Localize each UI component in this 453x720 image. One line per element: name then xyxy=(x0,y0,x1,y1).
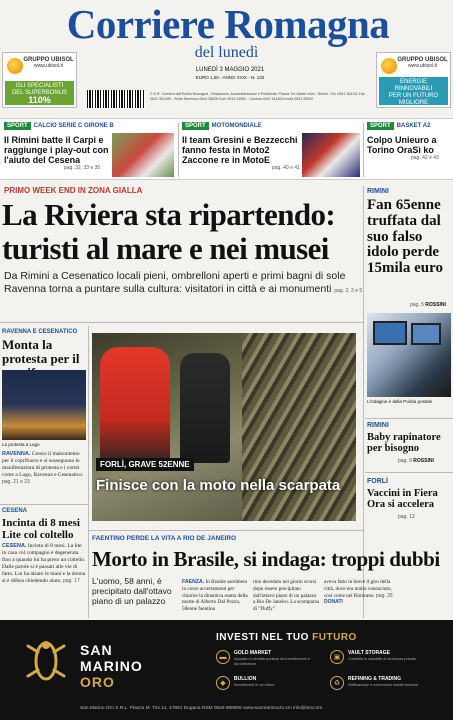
page-ref: pag. 26 xyxy=(376,592,393,599)
refining-icon: ♻ xyxy=(330,676,344,690)
sport-page: pag. 32, 33 e 35 xyxy=(64,165,101,171)
promo-web: www.ubisol.it xyxy=(408,63,437,69)
left-headline[interactable]: Incinta di 8 mesi Lite col coltello xyxy=(2,517,80,541)
promo-box-left[interactable] xyxy=(2,52,77,108)
masthead-title: Corriere Romagna xyxy=(66,1,390,47)
promo-web: www.ubisol.it xyxy=(34,63,63,69)
promo-line2: RINNOVABILI xyxy=(394,86,433,92)
service-desc: Custodia in cassette di sicurezza private xyxy=(348,657,416,661)
promo-line2: DEL SUPERBONUS xyxy=(11,90,68,96)
sport-kicker: CALCIO SERIE C GIRONE B xyxy=(33,123,114,129)
issue-price: EURO 1,50 - ANNO XXIX - N. 120 xyxy=(195,75,265,80)
right-kicker: FORLÌ xyxy=(367,478,388,485)
service-title: BULLION xyxy=(234,676,257,682)
page-ref: pag. 9 xyxy=(398,458,412,464)
left-kicker: CESENA xyxy=(2,508,28,514)
sport-teaser[interactable] xyxy=(182,123,360,179)
sports-strip xyxy=(0,118,453,180)
sport-page: pag. 42 e 43 xyxy=(411,155,439,161)
row-divider xyxy=(0,504,88,505)
brand-line: MARINO xyxy=(80,658,143,674)
main-deck-line: Ravenna torna a puntare sulla cultura: visitatori in città e ai monumenti xyxy=(4,283,332,295)
computer-photo xyxy=(367,313,451,397)
dateline: RAVENNA. xyxy=(2,451,31,457)
brasil-body-col: rino deceduto nei giorni scorsi dopo essere precipitato dall'ottavo piano di un palazzo a Rio De Janeiro. La scomparsa di "Duffy" xyxy=(253,579,319,613)
body-text: aveva fatto in breve il giro della città, dove era molto conosciuto, così come nel Riminese. xyxy=(324,579,392,599)
promo-logo: GRUPPO UBISOL xyxy=(23,57,74,63)
main-kicker: PRIMO WEEK END IN ZONA GIALLA xyxy=(4,186,143,195)
sport-kicker: MOTOMONDIALE xyxy=(211,123,262,129)
promo-banner xyxy=(5,81,74,105)
right-page xyxy=(398,458,434,464)
main-page: pag. 2, 3 e 5 xyxy=(334,288,363,294)
ad-tagline xyxy=(216,632,357,643)
photo-caption: L'indagine è della Polizia postale xyxy=(367,399,433,404)
page-ref: pag. 5 xyxy=(410,302,424,308)
issue-date: LUNEDÌ 3 MAGGIO 2021 xyxy=(195,67,265,73)
gecko-logo-icon xyxy=(18,636,74,686)
monitor-shape xyxy=(373,321,407,345)
masthead-subtitle: del lunedì xyxy=(194,44,259,61)
monitor-shape xyxy=(411,323,441,345)
promo-box-right[interactable] xyxy=(376,52,451,108)
sport-teaser[interactable] xyxy=(367,123,451,179)
brasil-kicker: FAENTINO PERDE LA VITA A RIO DE JANEIRO xyxy=(92,535,237,542)
left-headline[interactable]: Monta la protesta per il xyxy=(2,337,80,366)
barcode xyxy=(87,90,145,108)
right-headline[interactable]: Baby rapinatore per bisogno xyxy=(367,432,441,455)
service-desc: Acquisto e vendita preziosi da investimento e da collezione xyxy=(234,657,310,666)
main-headline-line: La Riviera sta ripartendo: xyxy=(2,197,336,232)
promo-line1: ENERGIE xyxy=(399,79,427,85)
sport-teaser[interactable] xyxy=(4,123,174,179)
page-ref: pag. 17 xyxy=(63,578,80,584)
column-divider xyxy=(88,326,89,618)
promo-big: 110% xyxy=(28,95,51,105)
bullion-icon: ◆ xyxy=(216,676,230,690)
row-divider xyxy=(365,418,453,419)
right-kicker: RIMINI xyxy=(367,422,389,429)
publisher-info: C.E.R. Corriere dell'Emilia Romagna - Redazione, Amministrazione e Pubblicità: Piazza Tre Martiri 43/a - Rimini - Tel. 0541 354111 Fax 0541 351499 - Sede Ravenna 0544 35926 Forlì 0543 34550 - Cesena 0547 611400 Imola 0542 28292 xyxy=(150,92,365,101)
promo-line3: PER UN FUTURO MIGLIORE xyxy=(388,93,439,106)
promo-banner xyxy=(379,77,448,105)
photo-kicker: FORLÌ, GRAVE 52ENNE xyxy=(96,458,194,471)
promo-line1: GLI SPECIALISTI xyxy=(15,83,64,89)
sport-headline: Il team Gresini e Bezzecchi fanno festa in Moto2 Zaccone re in MotoE xyxy=(182,135,298,165)
right-headline[interactable]: Vaccini in Fiera Ora si accelera xyxy=(367,488,438,511)
dateline: CESENA. xyxy=(2,543,27,549)
row-divider xyxy=(88,530,363,531)
sport-label: SPORT xyxy=(367,122,394,130)
sun-logo-icon xyxy=(7,58,23,74)
main-deck-line: Da Rimini a Cesenatico locali pieni, ombrelloni aperti e primi bagni di sole xyxy=(4,270,346,282)
left-body xyxy=(2,543,86,585)
promo-logo: GRUPPO UBISOL xyxy=(397,57,448,63)
sun-logo-icon xyxy=(381,58,397,74)
divider xyxy=(363,123,364,177)
service-title: REFINING & TRADING xyxy=(348,676,402,682)
tagline-a: INVESTI NEL TUO xyxy=(216,632,313,643)
left-body xyxy=(2,451,86,486)
author: ROSSINI xyxy=(425,302,446,308)
row-divider xyxy=(365,472,453,473)
rescuer-shape xyxy=(100,347,170,467)
main-headline-line: turisti al mare e nei musei xyxy=(2,231,329,266)
brasil-body-col xyxy=(182,579,249,613)
sport-photo xyxy=(112,133,174,177)
sport-label: SPORT xyxy=(4,122,31,130)
tagline-b: FUTURO xyxy=(312,632,357,643)
body-text: Incinta di 8 mesi. La lite in casa col compagno è degenerata fino a quando lui ha preso un coltello. Dalle parole si è passati alle vie di fatto. Lui ha alzato le mani e la donna si è difesa chiedendo aiuto. xyxy=(2,543,86,584)
sport-kicker: BASKET A2 xyxy=(396,123,431,129)
gold-bar-icon: ▬ xyxy=(216,650,230,664)
main-deck xyxy=(4,270,364,298)
brand-line: ORO xyxy=(80,674,115,690)
rescuer-shape xyxy=(180,353,230,463)
brand-line: SAN xyxy=(80,642,113,658)
left-kicker: RAVENNA E CESENATICO xyxy=(2,329,78,335)
photo-caption: La protesta a Lugo xyxy=(2,442,40,447)
sanmarino-oro-ad[interactable] xyxy=(0,620,453,720)
sport-page: pag. 40 e 41 xyxy=(272,165,300,171)
right-page: pag. 13 xyxy=(398,514,415,520)
author: DONATI xyxy=(324,599,343,606)
body-text: In Brasile sarebbero in corso accertamenti per chiarire la dinamica esatta della morte di Alberto Dal Pozzo, 58enne faentino xyxy=(182,579,248,613)
right-kicker: RIMINI xyxy=(367,188,389,195)
main-headline[interactable] xyxy=(2,198,362,266)
sport-photo xyxy=(302,133,360,177)
vault-icon: ▣ xyxy=(330,650,344,664)
brasil-lead: L'uomo, 58 anni, è precipitato dall'ottavo piano di un palazzo xyxy=(92,576,172,606)
ad-brand xyxy=(80,642,143,690)
divider xyxy=(178,123,179,177)
sport-headline: Colpo Unieuro a Torino OraSì ko xyxy=(367,135,437,155)
protest-photo xyxy=(2,370,86,440)
brasil-body-col xyxy=(324,579,394,606)
author: ROSSINI xyxy=(413,458,434,464)
right-headline[interactable]: Fan 65enne truffata dal suo falso idolo perde 15mila euro xyxy=(367,197,443,276)
right-page xyxy=(410,302,446,308)
service-title: GOLD MARKET xyxy=(234,650,272,656)
photo-headline[interactable]: Finisce con la moto nella scarpata xyxy=(96,477,341,494)
sport-headline: Il Rimini batte il Carpi e raggiunge i play-out con l'aiuto del Cesena xyxy=(4,135,109,165)
brasil-headline[interactable]: Morto in Brasile, si indaga: troppi dubbi xyxy=(92,547,440,571)
service-desc: Investimenti in oro fisico xyxy=(234,683,275,687)
service-desc: Raffinazione e commercio metalli preziosi xyxy=(348,683,418,687)
sport-label: SPORT xyxy=(182,122,209,130)
page-ref: pag. 21 e 23 xyxy=(2,479,30,485)
row-divider xyxy=(0,322,363,323)
dateline: FAENZA. xyxy=(182,579,205,585)
service-title: VAULT STORAGE xyxy=(348,650,390,656)
ad-footer: San Marino Oro S.R.L. Piazza M. Tini 14, 47891 Dogana RSM 0549 908806 www.sanmarinooro.sm info@smo.sm xyxy=(80,706,323,711)
body-text: Cresce il malcontento per il coprifuoco e si susseguono le manifestazioni di protesta e i cortei come a Lugo, Ravenna e Cesenatico. xyxy=(2,451,84,478)
